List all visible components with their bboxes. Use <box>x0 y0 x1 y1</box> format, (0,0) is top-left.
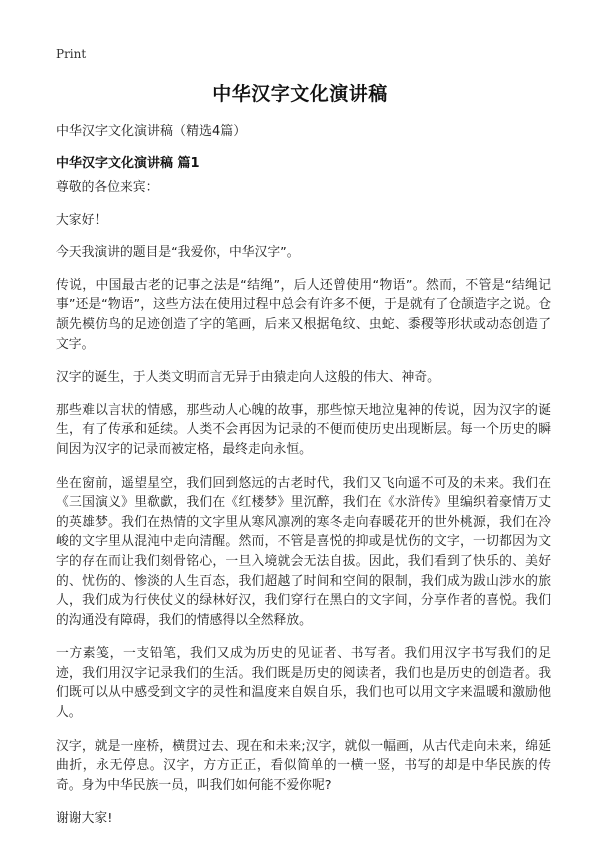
paragraph-birth: 汉字的诞生，于人类文明而言无异于由猿走向人这般的伟大、神奇。 <box>56 370 440 386</box>
paragraph-emotions: 那些难以言状的情感，那些动人心魄的故事，那些惊天地泣鬼神的传说，因为汉字的诞生，有了传承和延续。人类不会再因为记录的不便而使历史出现断层。每一个历史的瞬间因为汉字的记录而被定格，最终走向永恒。 <box>56 402 551 457</box>
paragraph-topic: 今天我演讲的题目是“我爱你，中华汉字”。 <box>56 245 300 261</box>
paragraph-thanks: 谢谢大家! <box>56 811 113 827</box>
speech-body <box>56 178 551 842</box>
paragraph-legend: 传说，中国最古老的记事之法是“结绳”，后人还曾使用“物语”。然而，不管是“结绳记事”还是“物语”，这些方法在使用过程中总会有许多不便，于是就有了仓颉造字之说。仓颉先模仿鸟的足迹创造了字的笔画，后来又根据龟纹、虫蛇、黍稷等形状或动态创造了文字。 <box>56 277 551 352</box>
paragraph-bridge: 汉字，就是一座桥，横贯过去、现在和未来;汉字，就似一幅画，从古代走向未来，绵延曲折，永无停息。汉字，方方正正，看似简单的一横一竖，书写的却是中华民族的传奇。身为中华民族一员，叫我们如何能不爱你呢? <box>56 738 551 793</box>
document-title: 中华汉字文化演讲稿 <box>212 83 388 105</box>
document-subtitle: 中华汉字文化演讲稿（精选4篇） <box>56 124 247 139</box>
paragraph-salutation: 尊敬的各位来宾： <box>56 180 159 195</box>
section-heading: 中华汉字文化演讲稿 篇1 <box>56 156 200 171</box>
paragraph-greeting: 大家好！ <box>56 212 108 228</box>
paragraph-reading: 坐在窗前，遥望星空，我们回到悠远的古老时代，我们又飞向遥不可及的未来。我们在《三国演义》里欷歔，我们在《红楼梦》里沉醉，我们在《水浒传》里编织着豪情万丈的英雄梦。我们在热情的文字里从寒风凛冽的寒冬走向春暖花开的世外桃源，我们在冷峻的文字里从混沌中走向清醒。然而，不管是喜悦的抑或是忧伤的文字，一切都因为文字的存在而让我们刻骨铭心，一旦入境就会无法自拔。因此，我们看到了快乐的、美好的、忧伤的、惨淡的人生百态，我们超越了时间和空间的限制，我们成为跋山涉水的旅人，我们成为行侠仗义的绿林好汉，我们穿行在黑白的文字间，分享作者的喜悦。我们的沟通没有障碍，我们的情感得以全然释放。 <box>56 475 551 628</box>
print-label: Print <box>56 47 87 61</box>
paragraph-writing: 一方素笺，一支铅笔，我们又成为历史的见证者、书写者。我们用汉字书写我们的足迹，我们用汉字记录我们的生活。我们既是历史的阅读者，我们也是历史的创造者。我们既可以从中感受到文字的灵性和温度来自娱自乐，我们也可以用文字来温暖和激励他人。 <box>56 646 551 721</box>
